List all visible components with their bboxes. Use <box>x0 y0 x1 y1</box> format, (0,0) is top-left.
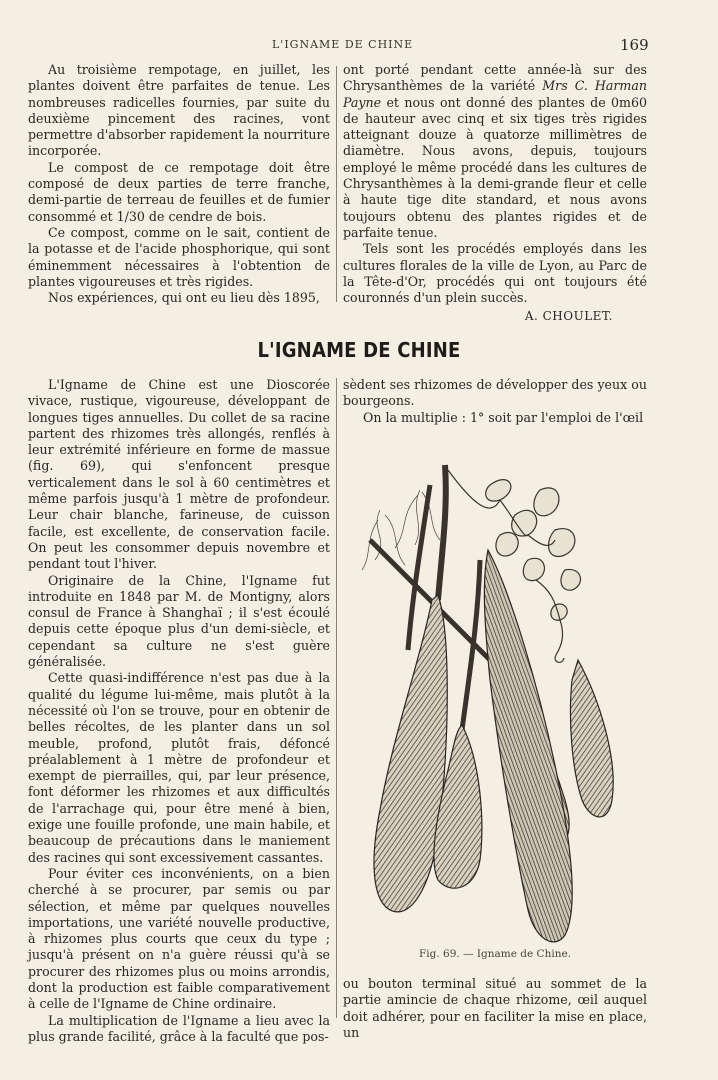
variety-name: Mrs C. Harman Payne <box>343 78 647 110</box>
paragraph: Originaire de la Chine, l'Igname fut introduite en 1848 par M. de Montigny, alors consul de France à Shanghaï ; il s'est écoulé depuis cette époque plus d'un demi-siècle, et cependant sa culture ne s'est guère généralisée. <box>28 572 330 670</box>
paragraph: Au troisième rempotage, en juillet, les plantes doivent être parfaites de tenue. Les nombreuses radicelles fournies, par suite du deuxième pincement des racines, vont permettre d'absorber rapidement la nourriture incorporée. <box>28 62 330 159</box>
running-title: L'IGNAME DE CHINE <box>272 38 414 51</box>
figure-caption: Fig. 69. — Igname de Chine. <box>418 948 572 960</box>
text-run: et nous ont donné des plantes de 0m60 de hauteur avec cinq et six tiges très rigides atteignant douze à quatorze millimètres de diamètre. Nous avons, depuis, toujours employé le même procédé dans les cultures de Chrysanthèmes à la demi-grande fleur et celle à haute tige dite standard, et nous avons toujours obtenu des plantes rigides et de parfaite tenue. <box>343 94 647 240</box>
paragraph: Ce compost, comme on le sait, contient de la potasse et de l'acide phosphorique, qui sont éminemment nécessaires à l'obtention de plantes vigoureuses et très rigides. <box>28 224 330 289</box>
article-right-column-top <box>343 377 647 426</box>
page-number: 169 <box>620 36 649 54</box>
column-divider <box>336 378 337 1018</box>
paragraph: Le compost de ce rempotage doit être composé de deux parties de terre franche, demi-partie de terreau de feuilles et de fumier consommé et 1/30 de cendre de bois. <box>28 159 330 224</box>
rhizome <box>570 660 613 817</box>
paragraph: On la multiplie : 1° soit par l'emploi de l'œil <box>363 409 644 425</box>
paragraph: La multiplication de l'Igname a lieu avec la plus grande facilité, grâce à la faculté que pos- <box>28 1012 330 1044</box>
paragraph: ou bouton terminal situé au sommet de la partie amincie de chaque rhizome, œil auquel doit adhérer, pour en faciliter la mise en place, un <box>343 976 647 1040</box>
article-title: L'IGNAME DE CHINE <box>257 338 461 362</box>
column-divider <box>336 66 337 302</box>
paragraph: Pour éviter ces inconvénients, on a bien cherché à se procurer, par semis ou par sélection, et même par quelques nouvelles importations, une variété nouvelle productive, à rhizomes plus courts que ceux du type ; jusqu'à présent on n'a guère réussi qu'à se procurer des rhizomes plus ou moins arrondis, dont la production est faible comparativement à celle de l'Igname de Chine ordinaire. <box>28 865 330 1012</box>
paragraph: sèdent ses rhizomes de développer des yeux ou bourgeons. <box>343 377 647 409</box>
text-run: ont porté pendant cette année-là sur des Chrysanthèmes de la variété <box>343 62 647 94</box>
paragraph: Nos expériences, qui ont eu lieu dès 1895, <box>48 290 320 306</box>
article-left-column <box>28 377 330 1045</box>
rhizome-neck <box>438 465 446 600</box>
article-right-column-bottom <box>343 976 647 1041</box>
yam-illustration <box>350 430 650 948</box>
yam-engraving <box>350 430 650 948</box>
paragraph: Tels sont les procédés employés dans les cultures florales de la ville de Lyon, au Parc de la Tête-d'Or, procédés qui ont toujours été couronnés d'un plein succès. <box>343 241 647 306</box>
previous-article-right-column <box>343 62 647 325</box>
previous-article-left-column <box>28 62 330 306</box>
paragraph <box>343 62 647 241</box>
paragraph: Cette quasi-indifférence n'est pas due à la qualité du légume lui-même, mais plutôt à la nécessité où l'on se trouve, pour en obtenir de belles récoltes, de les planter dans un sol meuble, profond, plutôt frais, défoncé préalablement à 1 mètre de profondeur et exempt de pierrailles, qui, par leur présence, font déformer les rhizomes et aux difficultés de l'arrachage qui, pour être mené à bien, exige une fouille profonde, une main habile, et beaucoup de précautions dans le maniement des racines qui sont excessivement cassantes. <box>28 670 330 865</box>
author-signature: A. CHOULET. <box>524 309 613 324</box>
paragraph: L'Igname de Chine est une Dioscorée vivace, rustique, vigoureuse, développant de longues tiges annuelles. Du collet de sa racine partent des rhizomes très allongés, renflés à leur extrémité inférieure en forme de massue (fig. 69), qui s'enfoncent presque verticalement dans le sol à 60 centimètres et même parfois jusqu'à 1 mètre de profondeur. Leur chair blanche, farineuse, de cuisson facile, est excellente, de conservation facile. On peut les consommer depuis novembre et pendant tout l'hiver. <box>28 377 330 572</box>
